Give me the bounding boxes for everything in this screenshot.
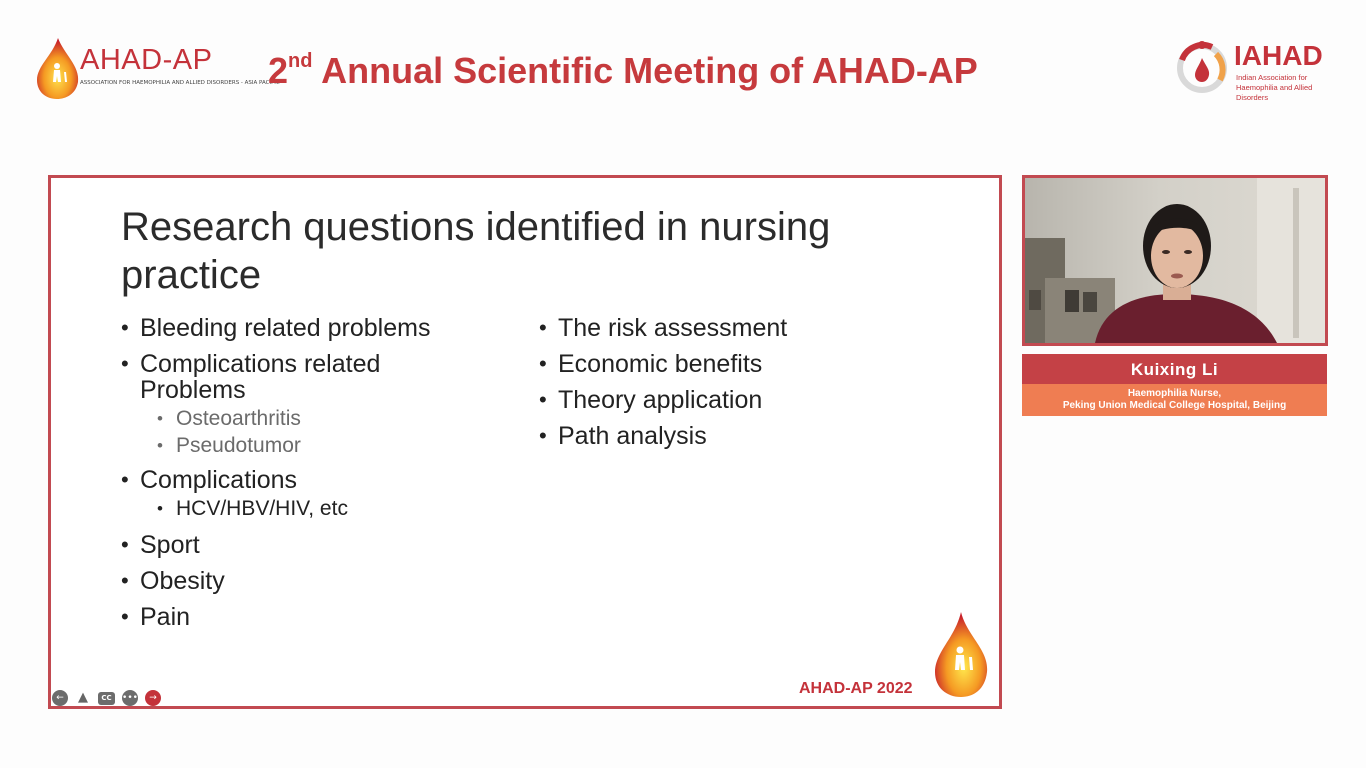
meeting-title (268, 50, 978, 92)
title-number: 2 (268, 50, 289, 91)
bullet-item: • Complications related Problems (121, 351, 440, 403)
sub-bullet-group (121, 405, 541, 459)
pen-tool-icon[interactable]: ▲ (78, 690, 88, 705)
speaker-affiliation: Peking Union Medical College Hospital, Beijing (1062, 400, 1287, 411)
iahad-emblem-icon (1172, 36, 1232, 96)
speaker-video (1022, 175, 1328, 346)
presentation-slide (48, 175, 1002, 709)
bullet-item: • The risk assessment (539, 315, 939, 341)
bullet-item: • Theory application (539, 387, 939, 413)
iahad-logo-subtitle: Indian Association for Haemophilia and Allied Disorders (1236, 73, 1313, 102)
bullet-item: • Obesity (121, 568, 541, 594)
title-ordinal: nd (288, 50, 313, 72)
slide-title: Research questions identified in nursing practice (121, 205, 831, 297)
sub-bullet-group (121, 495, 541, 522)
speaker-video-feed (1025, 178, 1325, 343)
speaker-name: Kuixing Li (1022, 354, 1327, 384)
captions-button[interactable]: CC (98, 692, 115, 705)
sub-bullet-item: • HCV/HBV/HIV, etc (121, 495, 541, 522)
previous-slide-icon[interactable]: ← (52, 690, 68, 706)
bullet-item: • Sport (121, 532, 541, 558)
ahad-ap-logo-text: AHAD-AP (80, 44, 213, 76)
bullet-item: • Economic benefits (539, 351, 939, 377)
iahad-logo-text: IAHAD (1234, 40, 1323, 71)
bullet-item: • Path analysis (539, 423, 939, 449)
speaker-nameplate (1022, 354, 1327, 416)
iahad-logo (1172, 36, 1342, 102)
next-slide-icon[interactable]: → (145, 690, 161, 706)
sub-bullet-item: • Osteoarthritis (121, 405, 541, 432)
title-rest: Annual Scientific Meeting of AHAD-AP (312, 50, 978, 91)
blood-drop-logo-icon (929, 610, 993, 700)
more-options-icon[interactable]: ••• (122, 690, 138, 706)
presentation-controls (52, 690, 161, 706)
bullet-item: • Bleeding related problems (121, 315, 541, 341)
slide-left-column (121, 315, 541, 640)
bullet-item: • Complications (121, 467, 541, 493)
ahad-ap-logo-subtitle: ASSOCIATION FOR HAEMOPHILIA AND ALLIED DISORDERS - ASIA PACIFIC (80, 80, 280, 86)
blood-drop-logo-icon (34, 36, 84, 102)
bullet-item: • Pain (121, 604, 541, 630)
sub-bullet-item: • Pseudotumor (121, 432, 541, 459)
slide-brand-label: AHAD-AP 2022 (799, 680, 913, 697)
ahad-ap-logo (34, 36, 280, 102)
speaker-role: Haemophilia Nurse, (1127, 388, 1222, 399)
speaker-role-block (1022, 384, 1327, 416)
slide-right-column (539, 315, 939, 459)
